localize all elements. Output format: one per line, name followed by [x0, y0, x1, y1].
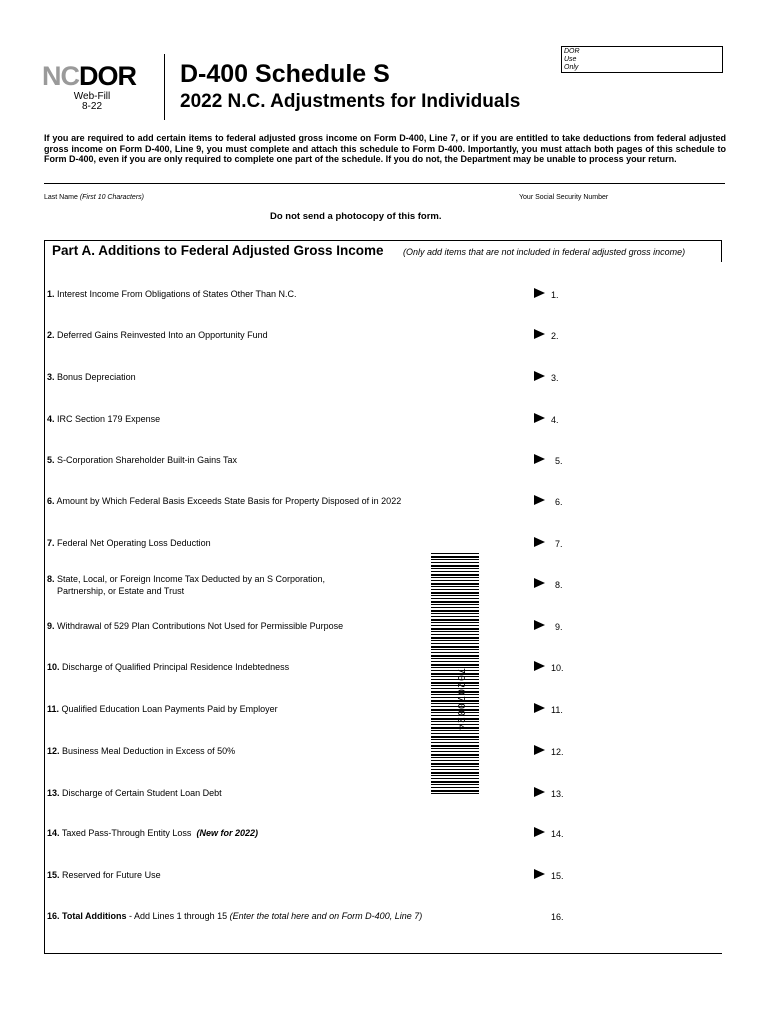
line-14: 14. Taxed Pass-Through Entity Loss (New for 2022): [47, 828, 258, 838]
ncdor-logo: NCDOR: [42, 61, 136, 91]
line-1: 1. Interest Income From Obligations of States Other Than N.C.: [47, 289, 297, 299]
line-3-box[interactable]: 3.: [551, 373, 559, 383]
part-a-note: (Only add items that are not included in federal adjusted gross income): [403, 247, 686, 257]
line-8: 8. State, Local, or Foreign Income Tax Deducted by an S Corporation, Partnership, or Estate and Trust: [47, 574, 326, 596]
line-9: 9. Withdrawal of 529 Plan Contributions Not Used for Permissible Purpose: [47, 621, 344, 631]
line-5-box[interactable]: 5.: [555, 456, 563, 466]
line-2: 2. Deferred Gains Reinvested Into an Opportunity Fund: [47, 330, 268, 340]
web-fill-label: Web-Fill 8-22: [73, 91, 111, 112]
arrow-icon: [534, 827, 545, 837]
part-a-title: Part A. Additions to Federal Adjusted Gross Income: [52, 243, 384, 258]
arrow-icon: [534, 620, 545, 630]
line-16-box[interactable]: 16.: [551, 912, 564, 922]
line-11: 11. Qualified Education Loan Payments Paid by Employer: [47, 704, 278, 714]
instructions: If you are required to add certain items to federal adjusted gross income on Form D-400, Line 7, or if you are entitled to take deductions from federal adjusted gross income on Form D-400, Line 9, you must complete and attach this schedule to Form D-400. Importantly, you must attach both pages of this schedule to Form D-400, even if you are only required to complete one part of the schedule. If you do not, the Department may be unable to process your return.: [44, 133, 726, 165]
divider: [44, 183, 725, 184]
no-photocopy-note: Do not send a photocopy of this form.: [270, 211, 442, 222]
line-10: 10. Discharge of Qualified Principal Residence Indebtedness: [47, 662, 290, 672]
dor-use-only-box: DOR Use Only: [561, 46, 723, 73]
line-4: 4. IRC Section 179 Expense: [47, 414, 161, 424]
line-12: 12. Business Meal Deduction in Excess of 50%: [47, 746, 236, 756]
line-15: 15. Reserved for Future Use: [47, 870, 161, 880]
arrow-icon: [534, 329, 545, 339]
line-2-box[interactable]: 2.: [551, 331, 559, 341]
header-divider: [164, 54, 165, 120]
line-13: 13. Discharge of Certain Student Loan Debt: [47, 788, 222, 798]
line-9-box[interactable]: 9.: [555, 622, 563, 632]
form-subtitle: 2022 N.C. Adjustments for Individuals: [180, 91, 521, 112]
line-6: 6. Amount by Which Federal Basis Exceeds State Basis for Property Disposed of in 2022: [47, 496, 402, 506]
left-border: [44, 262, 45, 954]
last-name-label[interactable]: Last Name (First 10 Characters): [44, 194, 144, 201]
arrow-icon: [534, 578, 545, 588]
ssn-label[interactable]: Your Social Security Number: [519, 194, 609, 201]
line-16: 16. Total Additions - Add Lines 1 through 15 (Enter the total here and on Form D-400, Line 7): [47, 911, 423, 921]
line-8-box[interactable]: 8.: [555, 580, 563, 590]
line-6-box[interactable]: 6.: [555, 497, 563, 507]
barcode-number: 702070024: [455, 668, 466, 732]
line-10-box[interactable]: 10.: [551, 663, 564, 673]
line-14-box[interactable]: 14.: [551, 829, 564, 839]
bottom-border: [44, 953, 722, 954]
line-7: 7. Federal Net Operating Loss Deduction: [47, 538, 211, 548]
arrow-icon: [534, 703, 545, 713]
form-title: D-400 Schedule S: [180, 60, 390, 88]
line-4-box[interactable]: 4.: [551, 415, 559, 425]
line-11-box[interactable]: 11.: [551, 705, 563, 715]
arrow-icon: [534, 869, 545, 879]
arrow-icon: [534, 787, 545, 797]
arrow-icon: [534, 661, 545, 671]
arrow-icon: [534, 413, 545, 423]
arrow-icon: [534, 288, 545, 298]
line-7-box[interactable]: 7.: [555, 539, 563, 549]
line-5: 5. S-Corporation Shareholder Built-in Gains Tax: [47, 455, 237, 465]
arrow-icon: [534, 495, 545, 505]
line-12-box[interactable]: 12.: [551, 747, 564, 757]
arrow-icon: [534, 454, 545, 464]
arrow-icon: [534, 745, 545, 755]
line-3: 3. Bonus Depreciation: [47, 372, 136, 382]
line-1-box[interactable]: 1.: [551, 290, 559, 300]
arrow-icon: [534, 371, 545, 381]
line-15-box[interactable]: 15.: [551, 871, 564, 881]
arrow-icon: [534, 537, 545, 547]
line-13-box[interactable]: 13.: [551, 789, 564, 799]
